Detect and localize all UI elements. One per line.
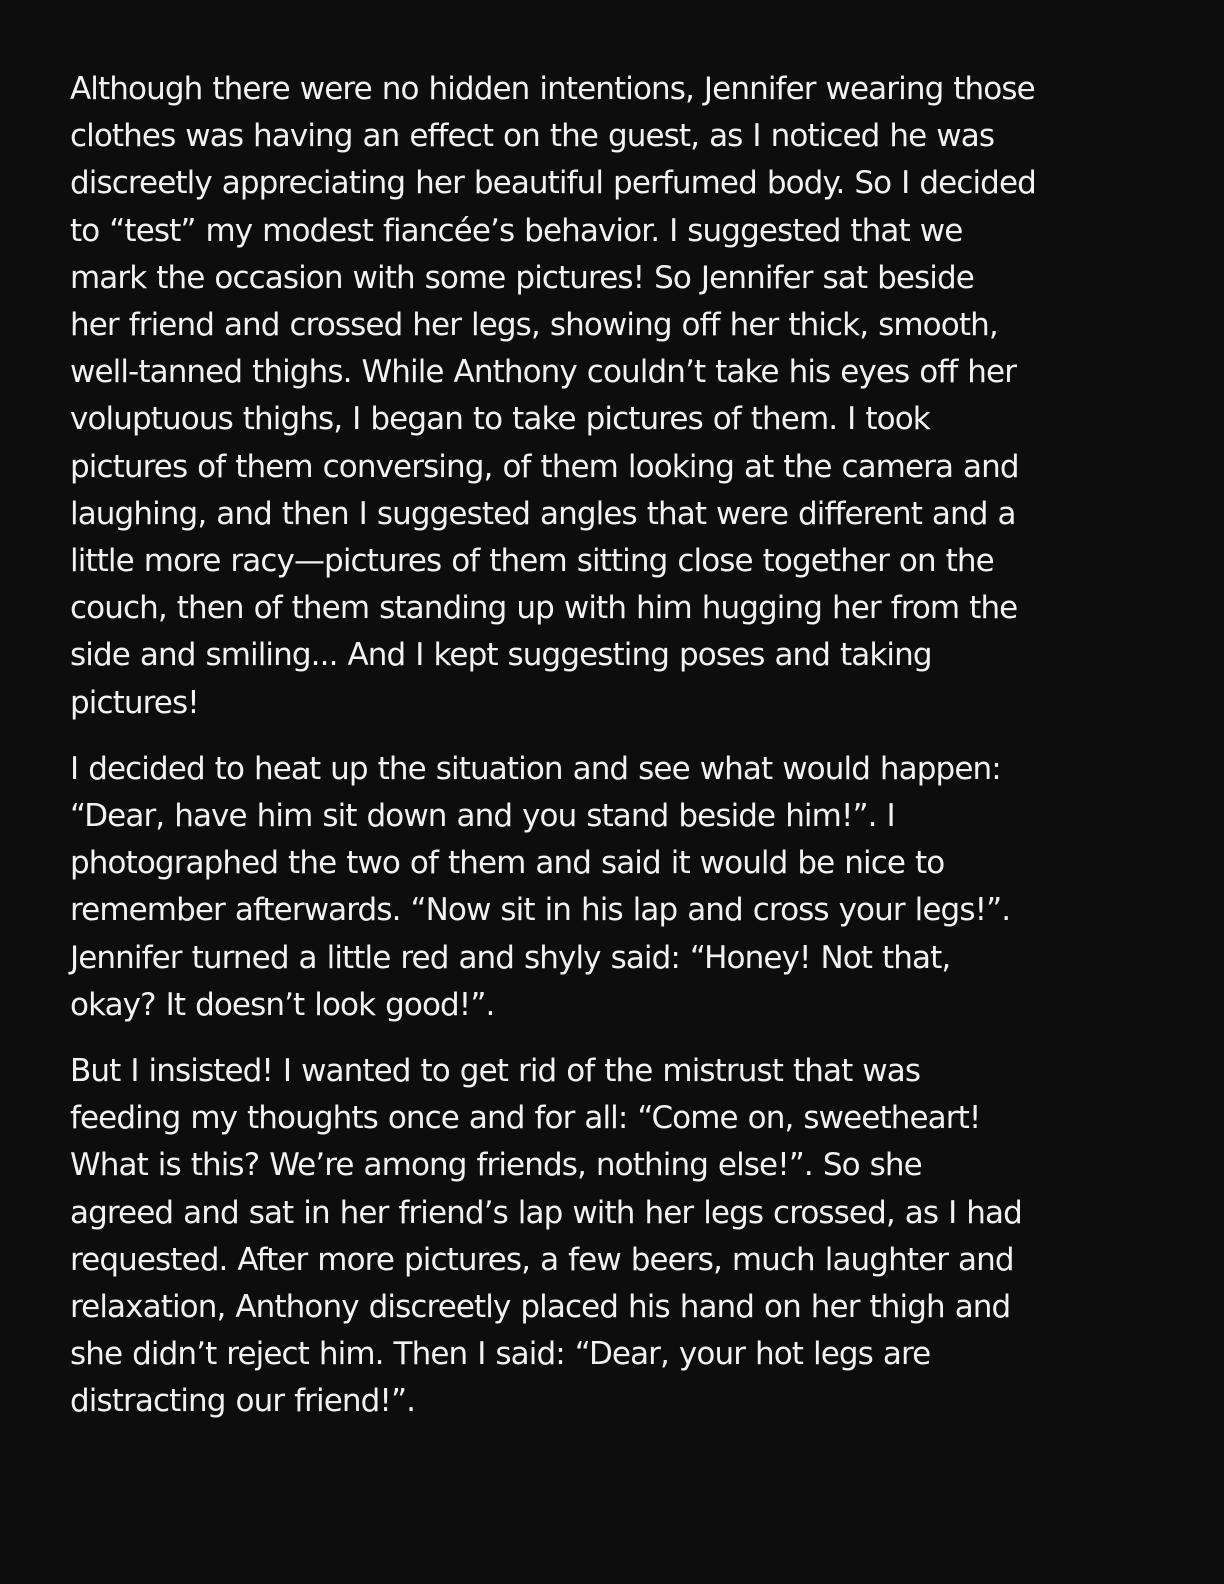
paragraph-1 <box>70 66 1140 727</box>
text-line: distracting our friend!”. <box>70 1383 416 1420</box>
text-line: feeding my thoughts once and for all: “Come on, sweetheart! <box>70 1100 981 1137</box>
text-line: remember afterwards. “Now sit in his lap and cross your legs!”. <box>70 892 1011 929</box>
text-line: clothes was having an effect on the guest, as I noticed he was <box>70 118 995 155</box>
text-line: I decided to heat up the situation and see what would happen: <box>70 750 1001 787</box>
text-line: side and smiling... And I kept suggesting poses and taking <box>70 637 932 674</box>
text-line: mark the occasion with some pictures! So Jennifer sat beside <box>70 259 974 296</box>
text-line: “Dear, have him sit down and you stand beside him!”. I <box>70 798 895 835</box>
text-line: her friend and crossed her legs, showing off her thick, smooth, <box>70 307 998 344</box>
text-line: requested. After more pictures, a few beers, much laughter and <box>70 1241 1014 1278</box>
text-line: voluptuous thighs, I began to take pictures of them. I took <box>70 401 930 438</box>
text-line: she didn’t reject him. Then I said: “Dear, your hot legs are <box>70 1336 931 1373</box>
text-line: laughing, and then I suggested angles that were different and a <box>70 495 1016 532</box>
text-line: What is this? We’re among friends, nothing else!”. So she <box>70 1147 922 1184</box>
text-line: couch, then of them standing up with him hugging her from the <box>70 590 1018 627</box>
text-line: relaxation, Anthony discreetly placed his hand on her thigh and <box>70 1289 1011 1326</box>
text-line: pictures! <box>70 684 199 721</box>
page-body <box>70 66 1140 1445</box>
paragraph-2 <box>70 746 1140 1029</box>
text-line: pictures of them conversing, of them looking at the camera and <box>70 448 1019 485</box>
text-line: well-tanned thighs. While Anthony couldn’t take his eyes off her <box>70 354 1017 391</box>
text-line: Although there were no hidden intentions, Jennifer wearing those <box>70 71 1035 107</box>
text-line: But I insisted! I wanted to get rid of the mistrust that was <box>70 1053 921 1090</box>
paragraph-3 <box>70 1048 1140 1426</box>
text-line: photographed the two of them and said it would be nice to <box>70 845 945 882</box>
text-line: little more racy—pictures of them sitting close together on the <box>70 543 994 580</box>
text-line: okay? It doesn’t look good!”. <box>70 986 495 1023</box>
text-line: to “test” my modest fiancée’s behavior. I suggested that we <box>70 212 963 249</box>
text-line: agreed and sat in her friend’s lap with her legs crossed, as I had <box>70 1194 1022 1231</box>
text-line: discreetly appreciating her beautiful perfumed body. So I decided <box>70 165 1036 202</box>
text-line: Jennifer turned a little red and shyly said: “Honey! Not that, <box>70 939 951 976</box>
